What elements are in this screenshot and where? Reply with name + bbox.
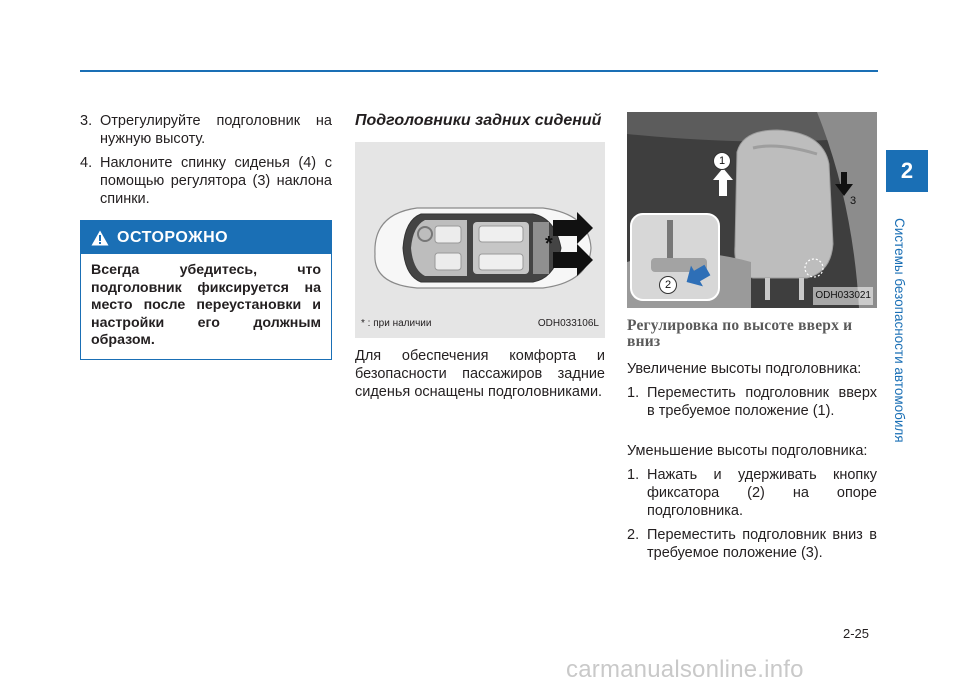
- callout-3: [846, 194, 860, 208]
- step-text: Переместить подголовник вверх в требуемое положение (1).: [647, 385, 877, 419]
- watermark: carmanualsonline.info: [566, 656, 804, 683]
- column-right: [627, 112, 877, 568]
- callout-2: [659, 276, 677, 294]
- chapter-number: 2: [900, 158, 914, 183]
- figure-code: ODH033106L: [537, 318, 599, 329]
- step-text: Нажать и удерживать кнопку фиксатора (2) на опоре подголовника.: [647, 467, 877, 519]
- page-number: 2-25: [843, 626, 870, 641]
- step-number: 2.: [627, 527, 640, 543]
- svg-text:*: *: [545, 233, 553, 255]
- step-text: Наклоните спинку сиденья (4) с помощью регулятора (3) наклона спинки.: [100, 155, 332, 207]
- step-text: Переместить подголовник вниз в требуемое положение (3).: [647, 527, 877, 561]
- step-text: Отрегулируйте подголовник на нужную высоту.: [100, 113, 332, 147]
- step-number: 3.: [80, 113, 93, 129]
- warning-triangle-icon: [91, 230, 109, 246]
- car-top-view-figure: [355, 142, 605, 338]
- photo-code: ODH033021: [813, 287, 873, 305]
- step-number: 1.: [627, 467, 640, 483]
- figure-note: * : при наличии: [361, 318, 432, 329]
- step-number: 1.: [627, 385, 640, 401]
- warning-title: ОСТОРОЖНО: [117, 228, 229, 246]
- callout-1: [713, 152, 731, 170]
- callout-1-label: 1: [718, 155, 726, 167]
- step-4: [80, 154, 332, 208]
- step-3: [80, 112, 332, 148]
- raise-intro: Увеличение высоты подголовника:: [627, 361, 862, 377]
- headrest-photo: [627, 112, 877, 308]
- step-number: 4.: [80, 155, 93, 171]
- chapter-label: Системы безопасности автомобиля: [892, 218, 907, 443]
- callout-2-label: 2: [664, 279, 672, 291]
- paragraph: [355, 347, 605, 401]
- lower-step-2: [627, 526, 877, 562]
- paragraph-text: Для обеспечения комфорта и безопасности пассажиров задние сиденья оснащены подголовниками.: [355, 348, 605, 400]
- warning-text: Всегда убедитесь, что подголовник фиксируется на место после переустановки и настройки его должным образом.: [91, 262, 321, 348]
- car-top-view-illustration: [355, 142, 605, 338]
- warning-box: [80, 220, 332, 360]
- spacer: [627, 426, 877, 442]
- column-middle: [355, 112, 605, 401]
- chapter-tab[interactable]: [886, 150, 928, 192]
- warning-header: [81, 221, 331, 254]
- lower-step-1: [627, 466, 877, 520]
- section-title: Подголовники задних сидений: [355, 112, 602, 129]
- lower-intro: Уменьшение высоты подголовника:: [627, 443, 868, 459]
- callout-3-label: 3: [849, 195, 857, 207]
- warning-body: [81, 254, 331, 359]
- subsection-title: Регулировка по высоте вверх и вниз: [627, 317, 853, 350]
- column-left: [80, 112, 332, 360]
- raise-step-1: [627, 384, 877, 420]
- top-rule: [80, 70, 878, 72]
